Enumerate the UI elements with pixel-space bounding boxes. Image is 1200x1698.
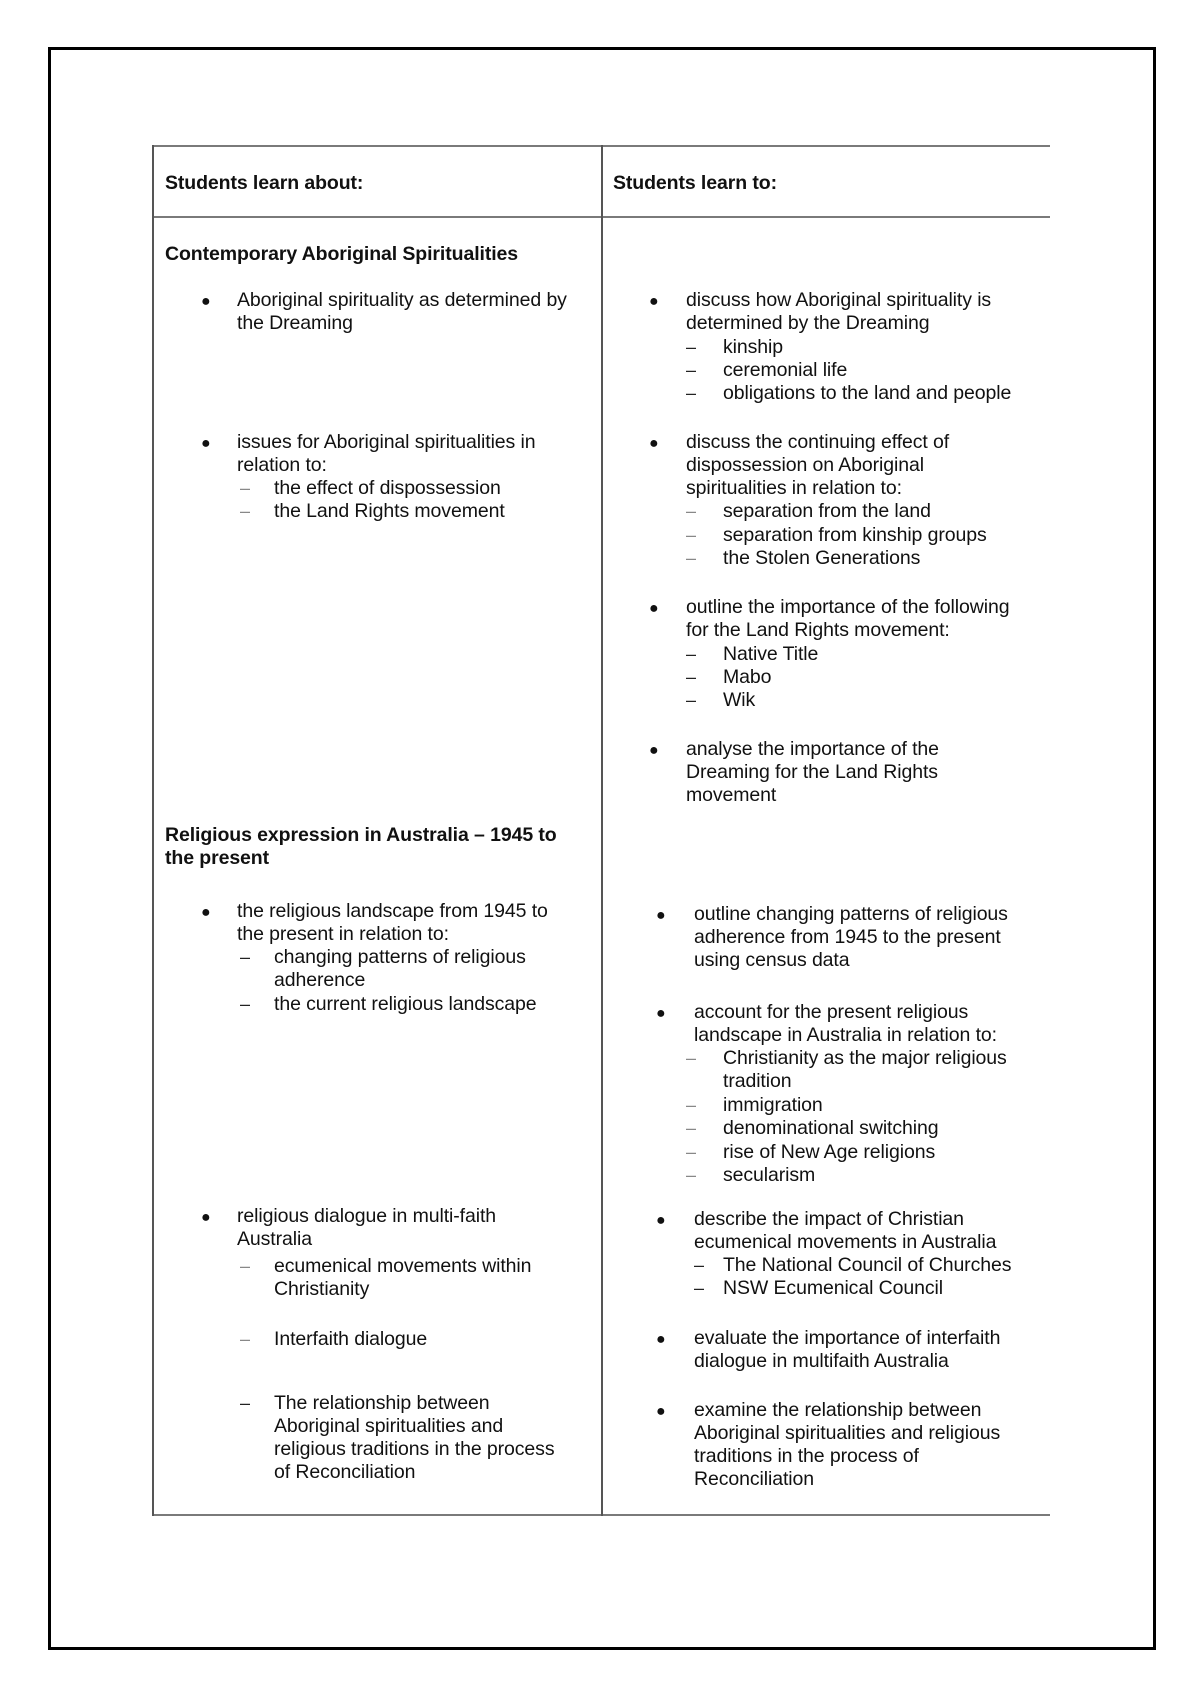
to-item-line: determined by the Dreaming — [686, 312, 930, 334]
dash-icon: – — [686, 1118, 697, 1138]
to-sub-item: Wik — [723, 689, 756, 711]
to-item-line: describe the impact of Christian — [694, 1208, 964, 1230]
section-heading: Contemporary Aboriginal Spiritualities — [165, 243, 519, 265]
to-sub-item: obligations to the land and people — [723, 382, 1012, 404]
about-sub-item: the Land Rights movement — [274, 500, 505, 522]
bullet-icon: ● — [656, 907, 666, 924]
bullet-icon: ● — [656, 1403, 666, 1420]
to-item-line: evaluate the importance of interfaith — [694, 1327, 1001, 1349]
dash-icon: – — [240, 994, 251, 1014]
to-sub-item: secularism — [723, 1164, 816, 1186]
about-sub-item: The relationship between — [274, 1392, 490, 1414]
dash-icon: – — [686, 360, 697, 380]
to-sub-item: NSW Ecumenical Council — [723, 1277, 943, 1299]
bullet-icon: ● — [201, 1209, 211, 1226]
to-sub-item: rise of New Age religions — [723, 1141, 936, 1163]
bullet-icon: ● — [649, 742, 659, 759]
to-sub-item: Native Title — [723, 643, 819, 665]
to-sub-item: separation from the land — [723, 500, 931, 522]
to-sub-item: tradition — [723, 1070, 792, 1092]
about-sub-item: Interfaith dialogue — [274, 1328, 428, 1350]
dash-icon: – — [240, 1256, 251, 1276]
about-item-line: the present in relation to: — [237, 923, 449, 945]
dash-icon: – — [686, 690, 697, 710]
to-item-line: account for the present religious — [694, 1001, 969, 1023]
to-sub-item: the Stolen Generations — [723, 547, 921, 569]
bullet-icon: ● — [201, 435, 211, 452]
dash-icon: – — [686, 1048, 697, 1068]
bullet-icon: ● — [656, 1005, 666, 1022]
dash-icon: – — [686, 337, 697, 357]
about-item-line: the religious landscape from 1945 to — [237, 900, 548, 922]
to-item-line: Aboriginal spiritualities and religious — [694, 1422, 1001, 1444]
column-divider — [601, 145, 603, 1516]
bullet-icon: ● — [201, 293, 211, 310]
dash-icon: – — [686, 501, 697, 521]
to-item-line: landscape in Australia in relation to: — [694, 1024, 997, 1046]
about-item-line: relation to: — [237, 454, 327, 476]
about-sub-item: religious traditions in the process — [274, 1438, 555, 1460]
dash-icon: – — [686, 1095, 697, 1115]
to-item-line: examine the relationship between — [694, 1399, 982, 1421]
bullet-icon: ● — [649, 293, 659, 310]
to-item-line: discuss the continuing effect of — [686, 431, 950, 453]
bullet-icon: ● — [656, 1331, 666, 1348]
dash-icon: – — [240, 501, 251, 521]
about-sub-item: the effect of dispossession — [274, 477, 501, 499]
to-item-line: Reconciliation — [694, 1468, 814, 1490]
to-sub-item: The National Council of Churches — [723, 1254, 1012, 1276]
to-sub-item: kinship — [723, 336, 783, 358]
dash-icon: – — [686, 1165, 697, 1185]
to-item-line: ecumenical movements in Australia — [694, 1231, 997, 1253]
to-item-line: spiritualities in relation to: — [686, 477, 902, 499]
bullet-icon: ● — [201, 904, 211, 921]
bullet-icon: ● — [656, 1212, 666, 1229]
about-sub-item: of Reconciliation — [274, 1461, 416, 1483]
dash-icon: – — [686, 644, 697, 664]
to-item-line: movement — [686, 784, 777, 806]
dash-icon: – — [686, 667, 697, 687]
to-item-line: Dreaming for the Land Rights — [686, 761, 938, 783]
dash-icon: – — [686, 1142, 697, 1162]
dash-icon: – — [240, 1393, 251, 1413]
to-item-line: using census data — [694, 949, 850, 971]
to-item-line: adherence from 1945 to the present — [694, 926, 1001, 948]
to-item-line: dialogue in multifaith Australia — [694, 1350, 949, 1372]
to-item-line: analyse the importance of the — [686, 738, 939, 760]
about-sub-item: ecumenical movements within — [274, 1255, 532, 1277]
about-item-line: Aboriginal spirituality as determined by — [237, 289, 567, 311]
about-item-line: religious dialogue in multi-faith — [237, 1205, 497, 1227]
about-sub-item: Aboriginal spiritualities and — [274, 1415, 504, 1437]
dash-icon: – — [686, 383, 697, 403]
column-header-learn-about: Students learn about: — [165, 172, 364, 194]
bullet-icon: ● — [649, 435, 659, 452]
column-header-learn-to: Students learn to: — [613, 172, 777, 194]
to-item-line: outline the importance of the following — [686, 596, 1010, 618]
dash-icon: – — [240, 1329, 251, 1349]
section-heading: the present — [165, 847, 270, 869]
to-item-line: for the Land Rights movement: — [686, 619, 950, 641]
to-item-line: outline changing patterns of religious — [694, 903, 1008, 925]
dash-icon: – — [686, 548, 697, 568]
about-item-line: the Dreaming — [237, 312, 353, 334]
dash-icon: – — [694, 1278, 705, 1298]
about-sub-item: adherence — [274, 969, 366, 991]
about-item-line: Australia — [237, 1228, 312, 1250]
section-heading: Religious expression in Australia – 1945 to — [165, 824, 557, 846]
to-item-line: discuss how Aboriginal spirituality is — [686, 289, 992, 311]
to-sub-item: separation from kinship groups — [723, 524, 987, 546]
to-sub-item: Christianity as the major religious — [723, 1047, 1007, 1069]
dash-icon: – — [694, 1255, 705, 1275]
about-sub-item: Christianity — [274, 1278, 370, 1300]
table-left-rule — [152, 145, 154, 1516]
dash-icon: – — [240, 947, 251, 967]
about-item-line: issues for Aboriginal spiritualities in — [237, 431, 536, 453]
to-item-line: traditions in the process of — [694, 1445, 919, 1467]
to-sub-item: denominational switching — [723, 1117, 939, 1139]
to-sub-item: Mabo — [723, 666, 772, 688]
about-sub-item: the current religious landscape — [274, 993, 537, 1015]
to-sub-item: immigration — [723, 1094, 823, 1116]
dash-icon: – — [686, 525, 697, 545]
dash-icon: – — [240, 478, 251, 498]
to-item-line: dispossession on Aboriginal — [686, 454, 924, 476]
bullet-icon: ● — [649, 600, 659, 617]
to-sub-item: ceremonial life — [723, 359, 848, 381]
about-sub-item: changing patterns of religious — [274, 946, 526, 968]
